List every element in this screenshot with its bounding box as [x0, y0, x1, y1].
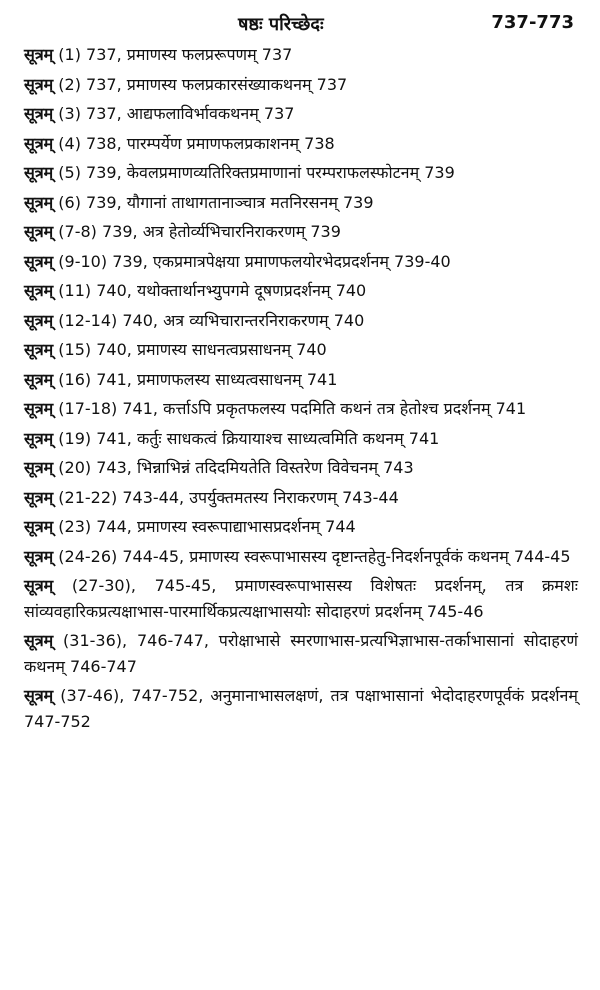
entry-text: (27-30), 745-45, प्रमाणस्वरूपाभासस्य विशेषतः प्रदर्शनम्, तत्र क्रमशः सांव्यवहारिकप्रत्यक्षाभास-पारमार्थिकप्रत्यक्षाभासयोः सोदाहरणं प्रदर्शनम् 745-46 — [24, 576, 578, 621]
index-entry — [24, 101, 578, 127]
index-entry — [24, 278, 578, 304]
index-entry — [24, 308, 578, 334]
sutra-label: सूत्रम् — [24, 428, 54, 448]
index-entry — [24, 219, 578, 245]
entry-text: (1) 737, प्रमाणस्य फलप्ररूपणम् 737 — [53, 45, 293, 64]
index-entry — [24, 160, 578, 186]
index-entry — [24, 367, 578, 393]
sutra-label: सूत्रम् — [24, 340, 54, 359]
sutra-label: सूत्रम् — [24, 369, 54, 389]
entry-text: (2) 737, प्रमाणस्य फलप्रकारसंख्याकथनम् 737 — [53, 74, 348, 94]
index-entry — [24, 396, 578, 422]
index-entry — [24, 485, 578, 511]
sutra-label: सूत्रम् — [24, 74, 54, 94]
sutra-label: सूत्रम् — [24, 631, 54, 650]
sutra-index-list — [24, 42, 578, 734]
index-entry — [24, 426, 578, 452]
entry-text: (16) 741, प्रमाणफलस्य साध्यत्वसाधनम् 741 — [53, 369, 338, 389]
entry-text: (5) 739, केवलप्रमाणव्यतिरिक्तप्रमाणानां परम्पराफलस्फोटनम् 739 — [53, 163, 455, 182]
sutra-label: सूत्रम् — [24, 251, 54, 271]
index-entry — [24, 337, 578, 363]
sutra-label: सूत्रम् — [24, 546, 54, 566]
index-entry — [24, 455, 578, 481]
entry-text: (6) 739, यौगानां ताथागतानाञ्चात्र मतनिरसनम् 739 — [53, 192, 374, 212]
entry-text: (9-10) 739, एकप्रमात्रपेक्षया प्रमाणफलयोरभेदप्रदर्शनम् 739-40 — [53, 251, 451, 271]
chapter-title: षष्ठः परिच्छेदः — [238, 14, 324, 35]
sutra-label: सूत्रम् — [24, 399, 54, 418]
sutra-label: सूत्रम् — [24, 458, 54, 477]
index-entry — [24, 514, 578, 540]
entry-text: (24-26) 744-45, प्रमाणस्य स्वरूपाभासस्य दृष्टान्तहेतु-निदर्शनपूर्वकं कथनम् 744-45 — [53, 546, 571, 566]
entry-text: (21-22) 743-44, उपर्युक्तमतस्य निराकरणम् 743-44 — [53, 487, 399, 507]
entry-text: (19) 741, कर्तुः साधकत्वं क्रियायाश्च साध्यत्वमिति कथनम् 741 — [53, 428, 440, 448]
sutra-label: सूत्रम् — [24, 45, 54, 64]
sutra-label: सूत्रम् — [24, 163, 54, 182]
entry-text: (23) 744, प्रमाणस्य स्वरूपाद्याभासप्रदर्शनम् 744 — [53, 517, 356, 536]
sutra-label: सूत्रम् — [24, 281, 54, 300]
entry-text: (12-14) 740, अत्र व्यभिचारान्तरनिराकरणम् 740 — [53, 310, 365, 330]
sutra-label: सूत्रम् — [24, 576, 54, 595]
entry-text: (20) 743, भिन्नाभिन्नं तदिदमियतेति विस्तरेण विवेचनम् 743 — [53, 458, 414, 477]
index-entry — [24, 72, 578, 98]
entry-text: (17-18) 741, कर्त्ताऽपि प्रकृतफलस्य पदमिति कथनं तत्र हेतोश्च प्रदर्शनम् 741 — [53, 399, 527, 418]
sutra-label: सूत्रम् — [24, 686, 54, 705]
sutra-label: सूत्रम् — [24, 192, 54, 212]
entry-text: (7-8) 739, अत्र हेतोर्व्यभिचारनिराकरणम् 739 — [53, 222, 341, 241]
index-entry — [24, 544, 578, 570]
sutra-label: सूत्रम् — [24, 104, 54, 123]
index-entry — [24, 573, 578, 624]
index-entry — [24, 42, 578, 68]
entry-text: (3) 737, आद्यफलाविर्भावकथनम् 737 — [53, 104, 295, 123]
index-entry — [24, 628, 578, 679]
index-entry — [24, 683, 578, 734]
sutra-label: सूत्रम् — [24, 222, 54, 241]
index-entry — [24, 190, 578, 216]
entry-text: (4) 738, पारम्पर्येण प्रमाणफलप्रकाशनम् 738 — [53, 133, 335, 153]
entry-text: (11) 740, यथोक्तार्थानभ्युपगमे दूषणप्रदर्शनम् 740 — [53, 281, 367, 300]
page-header — [24, 8, 578, 42]
entry-text: (37-46), 747-752, अनुमानाभासलक्षणं, तत्र पक्षाभासानां भेदोदाहरणपूर्वकं प्रदर्शनम् 747-752 — [24, 686, 578, 731]
index-entry — [24, 249, 578, 275]
entry-text: (31-36), 746-747, परोक्षाभासे स्मरणाभास-प्रत्यभिज्ञाभास-तर्काभासानां सोदाहरणं कथनम् 746-747 — [24, 631, 578, 676]
sutra-label: सूत्रम् — [24, 517, 54, 536]
page-range: 737-773 — [491, 12, 574, 33]
entry-text: (15) 740, प्रमाणस्य साधनत्वप्रसाधनम् 740 — [53, 340, 327, 359]
sutra-label: सूत्रम् — [24, 487, 54, 507]
index-entry — [24, 131, 578, 157]
sutra-label: सूत्रम् — [24, 133, 54, 153]
sutra-label: सूत्रम् — [24, 310, 54, 330]
